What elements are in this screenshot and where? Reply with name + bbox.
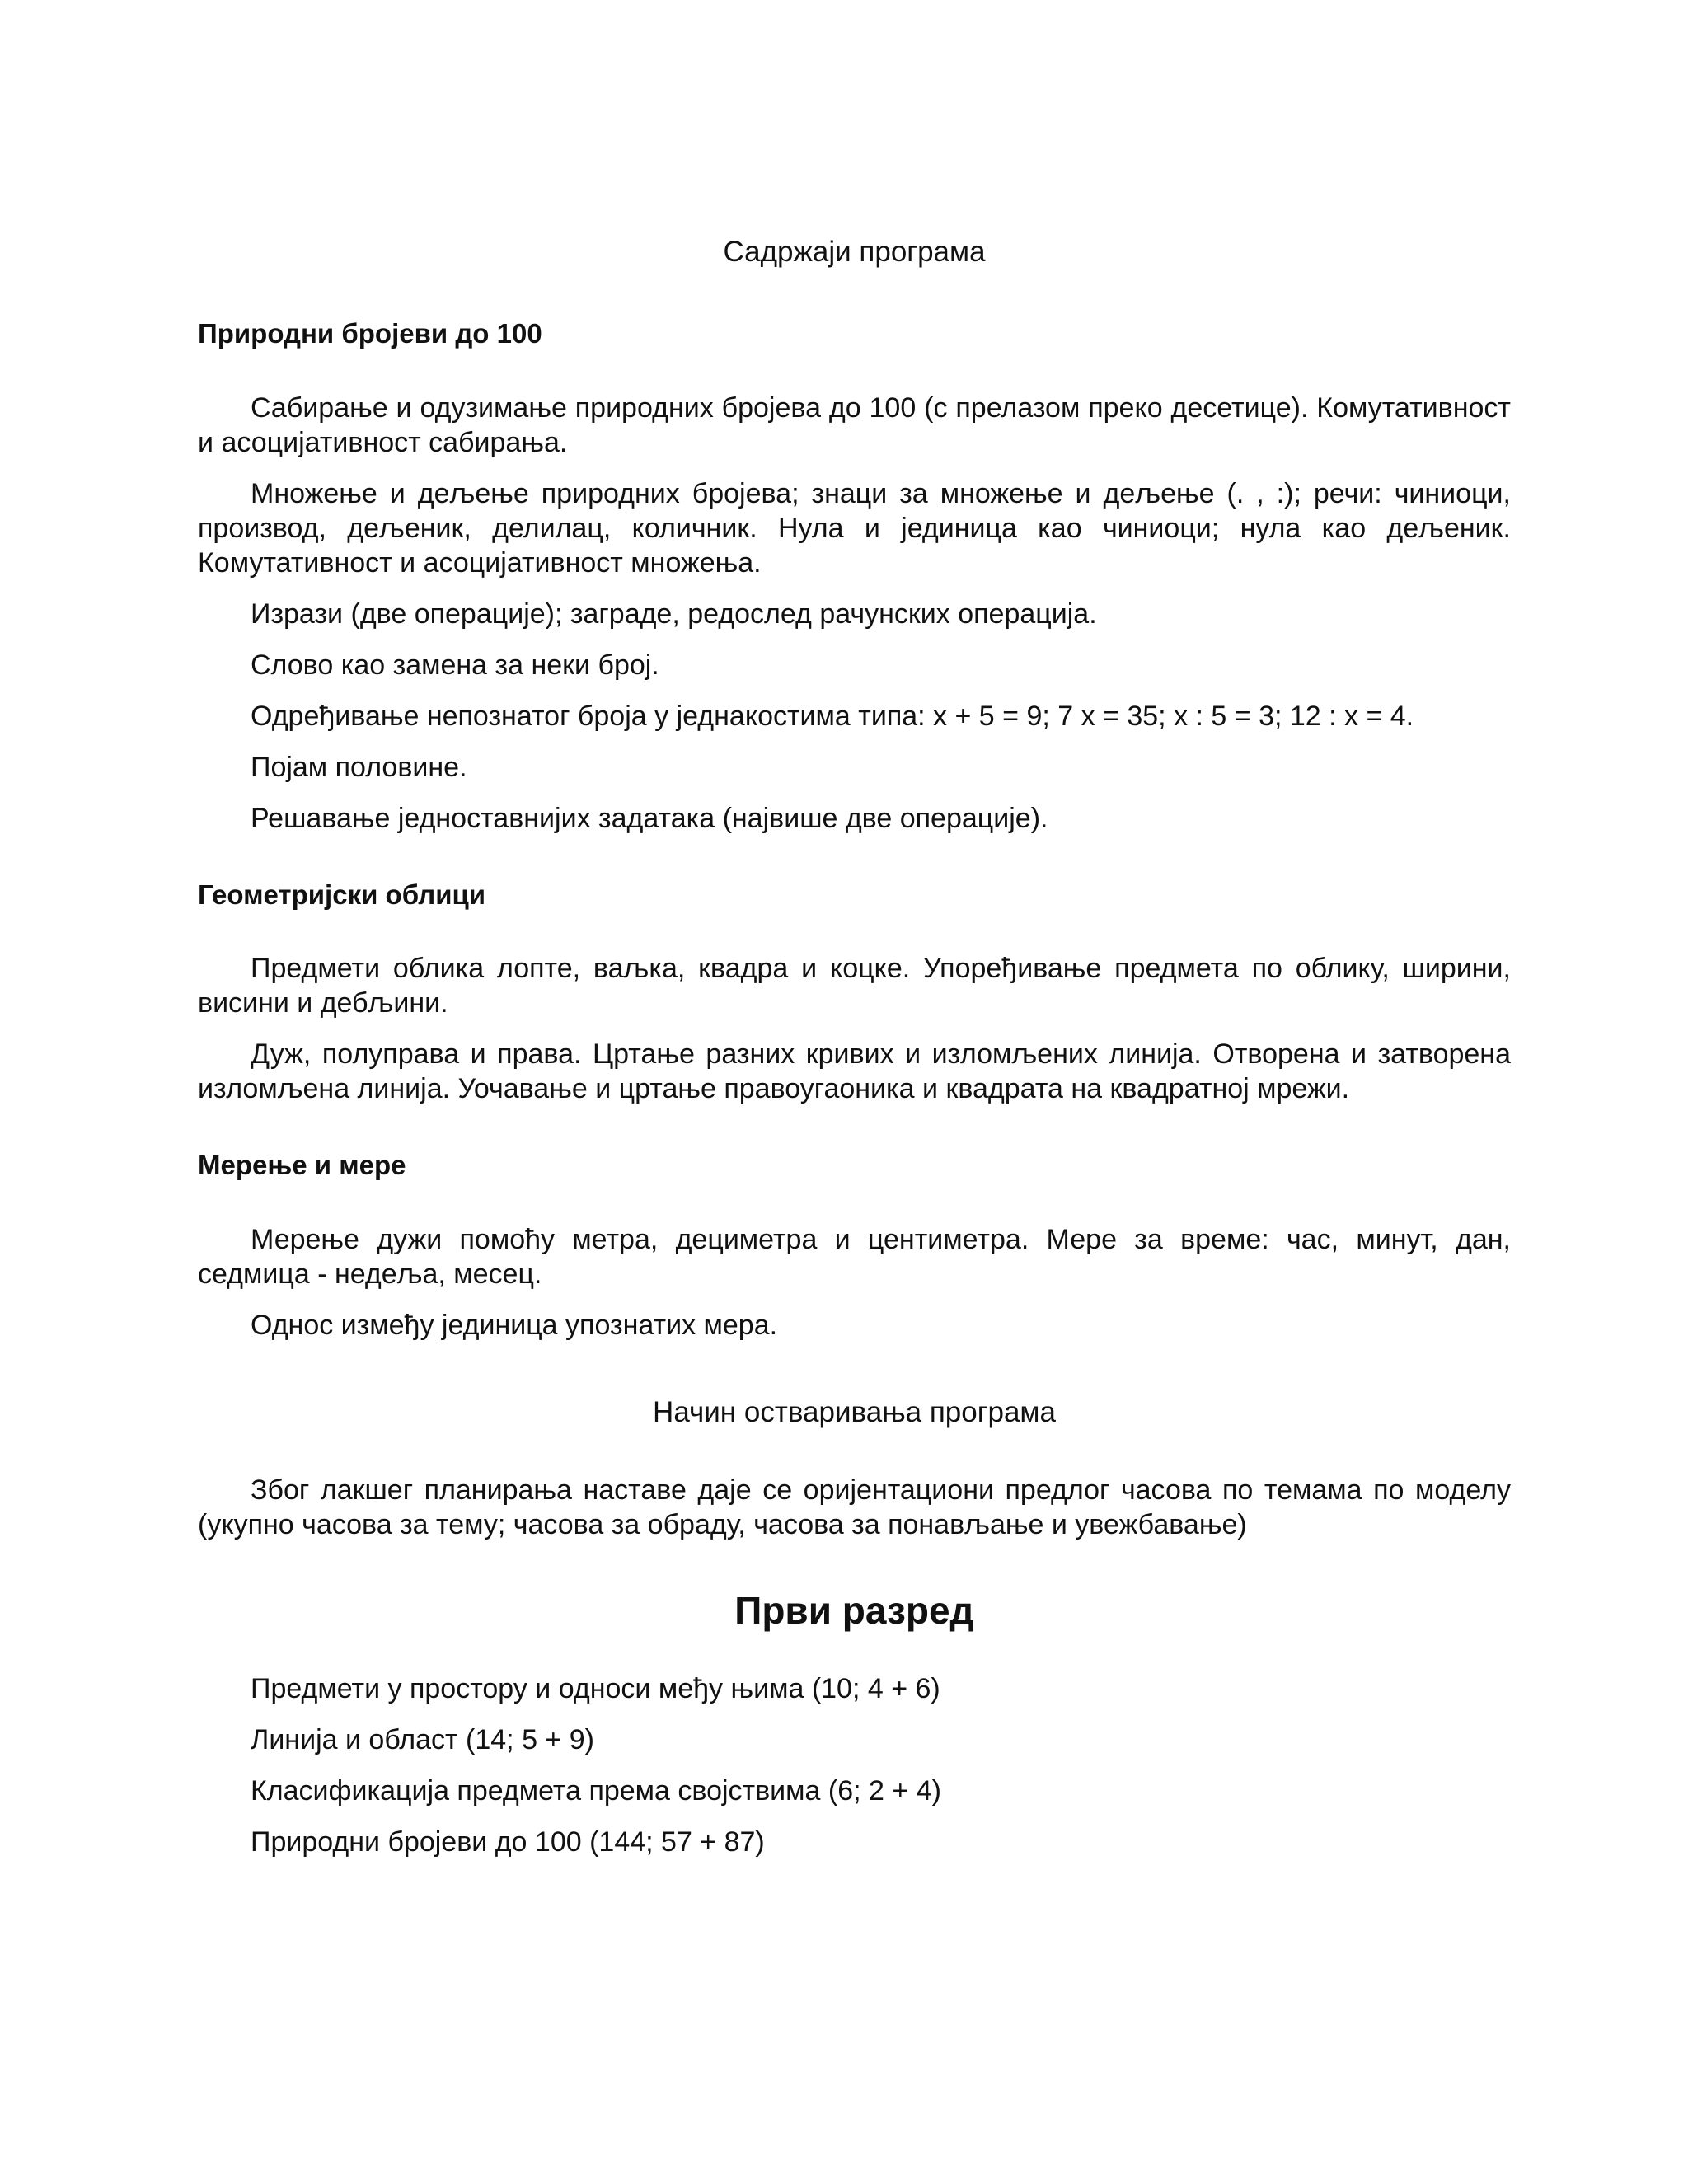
grade-topic-item: Линија и област (14; 5 + 9): [251, 1723, 594, 1755]
paragraph: Појам половине.: [251, 751, 467, 783]
section-title-measurement: Мерење и мере: [198, 1150, 406, 1181]
paragraph: Предмети облика лопте, ваљка, квадра и коцке. Упоређивање предмета по облику, ширини, висини и дебљини.: [198, 953, 1511, 1019]
section-title-natural-numbers: Природни бројеви до 100: [198, 318, 542, 349]
paragraph: Одређивање непознатог броја у једнакостима типа: x + 5 = 9; 7 x = 35; x : 5 = 3; 12 : x = 4.: [251, 700, 1414, 732]
method-paragraph: Због лакшег планирања наставе даје се оријентациони предлог часова по темама по моделу (укупно часова за тему; часова за обраду, часова за понављање и увежбавање): [198, 1474, 1511, 1540]
paragraph: Сабирање и одузимање природних бројева до 100 (с прелазом преко десетице). Комутативност и асоцијативност сабирања.: [198, 391, 1511, 458]
paragraph: Изрази (две операције); заграде, редослед рачунских операција.: [251, 598, 1097, 630]
grade-heading: Први разред: [734, 1588, 974, 1632]
paragraph: Однос између јединица упознатих мера.: [251, 1309, 778, 1341]
paragraph: Множење и дељење природних бројева; знаци за множење и дељење (. , :); речи: чиниоци, производ, дељеник, делилац, количник. Нула и јединица као чиниоци; нула као дељеник. Комутативност и асоцијативност множења.: [198, 477, 1511, 579]
paragraph: Мерење дужи помоћу метра, дециметра и центиметра. Мере за време: час, минут, дан, седмица - недеља, месец.: [198, 1223, 1511, 1290]
document-page: [198, 235, 1511, 1859]
content-heading: Садржаји програма: [723, 236, 986, 268]
method-heading: Начин остваривања програма: [653, 1395, 1056, 1428]
grade-topic-item: Предмети у простору и односи међу њима (10; 4 + 6): [251, 1672, 940, 1704]
paragraph: Слово као замена за неки број.: [251, 649, 659, 681]
paragraph: Дуж, полуправа и права. Цртање разних кривих и изломљених линија. Отворена и затворена изломљена линија. Уочавање и цртање правоугаоника и квадрата на квадратној мрежи.: [198, 1038, 1511, 1105]
grade-topic-item: Природни бројеви до 100 (144; 57 + 87): [251, 1825, 765, 1858]
grade-topic-item: Класификација предмета према својствима (6; 2 + 4): [251, 1774, 941, 1807]
section-title-geometric-shapes: Геометријски облици: [198, 879, 486, 910]
paragraph: Решавање једноставнијих задатака (највише две операције).: [251, 802, 1048, 834]
